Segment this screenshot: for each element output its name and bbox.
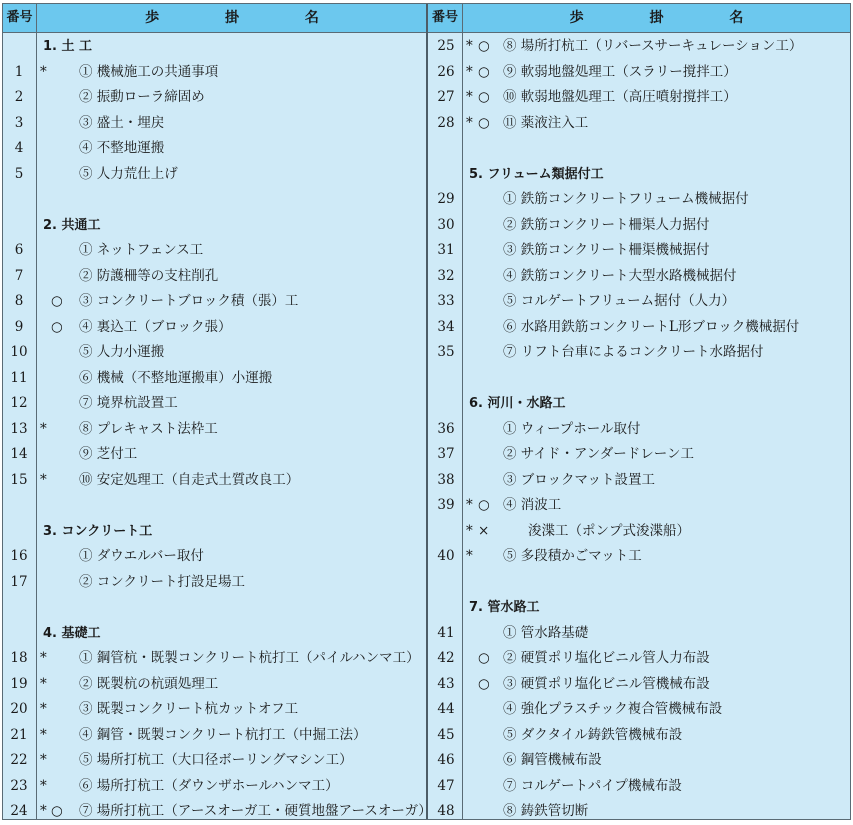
table-row [3,111,850,137]
row-number: 45 [437,726,455,743]
item-name: ② 硬質ポリ塩化ビニル管人力布設 [503,650,710,666]
table-row [3,748,850,774]
item-name: ① ウィープホール取付 [503,420,641,437]
row-number: 15 [10,471,28,488]
item-name: ③ 既製コンクリート杭カットオフ工 [79,701,299,717]
asterisk-mark: * [40,650,47,666]
section-title: 2. 共通工 [43,217,101,233]
item-name: ② 鉄筋コンクリート柵渠人力据付 [503,216,710,233]
circle-mark: ○ [478,650,490,666]
row-number: 46 [437,752,455,768]
item-name: ⑥ 水路用鉄筋コンクリートL形ブロック機械据付 [503,318,800,335]
row-number: 22 [10,752,28,768]
row-number: 17 [10,573,28,590]
row-number: 16 [10,548,28,564]
table-row [3,723,850,749]
table-row [3,519,850,545]
row-number: 37 [437,446,455,462]
row-number: 4 [14,140,24,156]
row-number: 1 [14,63,24,80]
table-row [3,264,850,290]
item-name: ⑦ 境界杭設置工 [79,395,178,411]
row-number: 24 [10,803,28,819]
item-name: ⑦ 場所打杭工（アースオーガ工・硬質地盤アースオーガ） [79,803,432,819]
row-number: 31 [437,242,455,258]
row-number: 10 [10,344,28,360]
row-number: 23 [10,777,28,794]
header-name-char: 名 [729,10,744,26]
asterisk-mark: * [40,675,47,692]
row-number: 40 [437,548,455,564]
section-title: 7. 管水路工 [469,600,540,615]
circle-mark: ○ [478,114,490,131]
item-name: ④ 鋼管・既製コンクリート杭打工（中掘工法） [79,726,367,743]
circle-mark: ○ [478,675,490,692]
item-name: ③ 硬質ポリ塩化ビニル管機械布設 [503,675,710,692]
section-title: 4. 基礎工 [43,625,101,641]
row-number: 2 [14,89,24,105]
row-number: 25 [437,38,455,54]
item-name: ⑨ 芝付工 [79,446,138,462]
item-name: ⑧ プレキャスト法枠工 [79,420,218,437]
asterisk-mark: * [40,726,47,743]
section-title: 6. 河川・水路工 [469,396,566,411]
item-name: ④ 裏込工（ブロック張） [79,318,232,335]
row-number: 21 [10,726,28,743]
item-name: ③ 鉄筋コンクリート柵渠機械据付 [503,242,710,258]
item-name: ② サイド・アンダードレーン工 [503,446,694,462]
circle-mark: ○ [478,63,490,80]
asterisk-mark: * [466,497,473,513]
section-title: 1. 土 工 [43,39,93,54]
circle-mark: ○ [478,38,490,54]
row-number: 34 [437,318,455,335]
asterisk-mark: * [466,63,473,80]
table-row [3,315,850,341]
item-name: ② コンクリート打設足場工 [79,573,246,590]
header-name-char: 名 [304,10,319,26]
row-number: 41 [437,624,455,641]
row-number: 39 [437,497,455,513]
circle-mark: ○ [51,293,63,309]
row-number: 35 [437,344,455,360]
item-name: ⑪ 薬液注入工 [503,114,589,131]
item-name: ③ 盛土・埋戻 [79,114,165,131]
row-number: 30 [437,216,455,233]
item-name: ③ ブロックマット設置工 [503,471,655,488]
circle-mark: ○ [478,89,490,105]
row-number: 47 [437,777,455,794]
row-number: 5 [14,165,24,182]
asterisk-mark: * [466,114,473,131]
section-row [3,595,850,621]
row-number: 7 [14,267,24,284]
circle-mark: ○ [51,803,63,819]
item-name: ⑤ 場所打杭工（大口径ボーリングマシン工） [79,752,353,768]
row-number: 3 [14,114,24,131]
header-number-right: 番号 [431,10,458,25]
header-name-right [463,4,850,32]
row-number: 38 [437,471,455,488]
table-row [3,442,850,468]
item-name: ① 鉄筋コンクリートフリューム機械据付 [503,191,749,207]
item-name: ③ コンクリートブロック積（張）工 [79,293,299,309]
item-name: ④ 強化プラスチック複合管機械布設 [503,701,723,717]
item-name: ⑥ 場所打杭工（ダウンザホールハンマ工） [79,777,339,794]
cross-mark: × [478,522,490,539]
asterisk-mark: * [40,803,47,819]
table-row [3,34,850,60]
table-row [3,60,850,86]
row-number: 43 [437,675,455,692]
row-number: 8 [14,293,24,309]
row-number: 26 [437,63,455,80]
asterisk-mark: * [466,548,473,564]
table-row [3,493,850,519]
table-row [3,238,850,264]
item-name: ⑥ 機械（不整地運搬車）小運搬 [79,369,273,386]
asterisk-mark: * [40,701,47,717]
item-name: ⑦ リフト台車によるコンクリート水路据付 [503,344,764,360]
table-row [3,468,850,494]
asterisk-mark: * [40,471,47,488]
asterisk-mark: * [466,89,473,105]
item-name: ⑩ 安定処理工（自走式土質改良工） [79,471,300,488]
section-row [3,162,850,188]
table-row [3,340,850,366]
header-name-char: 歩 [569,10,584,26]
row-number: 28 [437,114,455,131]
item-name: ⑤ コルゲートフリューム据付（人力） [503,293,736,309]
item-name: ⑨ 軟弱地盤処理工（スラリー撹拌工） [503,63,737,80]
row-number: 18 [10,650,28,666]
table-row [3,289,850,315]
item-name: ⑥ 鋼管機械布設 [503,752,602,768]
table-row [3,774,850,800]
circle-mark: ○ [51,318,63,335]
row-number: 32 [437,267,455,284]
item-name: ⑤ 多段積かごマット工 [503,548,642,564]
header-number-left: 番号 [6,10,33,25]
row-number: 6 [14,242,24,258]
row-number: 29 [437,191,455,207]
header-name-char: 掛 [649,10,664,26]
row-number: 27 [437,89,455,105]
right-column [3,32,850,819]
item-name: 浚渫工（ポンプ式浚渫船） [528,522,690,539]
item-name: ⑤ ダクタイル鋳鉄管機械布設 [503,726,683,743]
row-number: 19 [10,675,28,692]
blank-row [3,366,850,392]
table-row [3,697,850,723]
item-name: ⑤ 人力小運搬 [79,344,165,360]
circle-mark: ○ [478,497,490,513]
row-number: 42 [437,650,455,666]
item-name: ① 機械施工の共通事項 [79,63,219,80]
section-row [3,391,850,417]
item-name: ④ 消波工 [503,497,562,513]
row-number: 44 [437,701,455,717]
table-row [3,672,850,698]
table-row [3,544,850,570]
asterisk-mark: * [466,38,473,54]
section-title: 5. フリューム類据付工 [469,166,604,182]
row-number: 14 [10,446,28,462]
item-name: ④ 不整地運搬 [79,140,165,156]
table-row [3,799,850,825]
row-number: 33 [437,293,455,309]
item-name: ① 鋼管杭・既製コンクリート杭打工（パイルハンマ工） [79,650,420,666]
item-name: ① ネットフェンス工 [79,242,204,258]
header-name-left [37,4,427,32]
row-number: 11 [10,369,28,386]
asterisk-mark: * [40,777,47,794]
table-row [3,621,850,647]
item-name: ④ 鉄筋コンクリート大型水路機械据付 [503,267,737,284]
section-title: 3. コンクリート工 [43,523,153,539]
item-name: ② 防護柵等の支柱削孔 [79,267,219,284]
row-number: 48 [437,803,455,819]
item-name: ② 既製杭の杭頭処理工 [79,675,219,692]
item-name: ⑦ コルゲートパイプ機械布設 [503,777,682,794]
item-name: ① ダウエルバー取付 [79,548,204,564]
header-name-char: 掛 [225,10,239,26]
item-name: ⑤ 人力荒仕上げ [79,165,178,182]
table-row [3,213,850,239]
blank-row [3,136,850,162]
asterisk-mark: * [40,420,47,437]
item-name: ② 振動ローラ締固め [79,89,205,105]
item-name: ⑧ 場所打杭工（リバースサーキュレーション工） [503,38,803,54]
blank-row [3,570,850,596]
item-name: ① 管水路基礎 [503,624,589,641]
rate-table [2,3,851,820]
table-row [3,646,850,672]
item-name: ⑩ 軟弱地盤処理工（高圧噴射撹拌工） [503,89,737,105]
table-row [3,187,850,213]
row-number: 20 [10,701,28,717]
row-number: 36 [437,420,455,437]
table-row [3,85,850,111]
header-name-char: 歩 [145,10,160,26]
asterisk-mark: * [40,63,47,80]
row-number: 9 [14,318,24,335]
item-name: ⑧ 鋳鉄管切断 [503,803,589,819]
asterisk-mark: * [40,752,47,768]
row-number: 12 [10,395,28,411]
asterisk-mark: * [466,522,473,539]
table-row [3,417,850,443]
row-number: 13 [10,420,28,437]
